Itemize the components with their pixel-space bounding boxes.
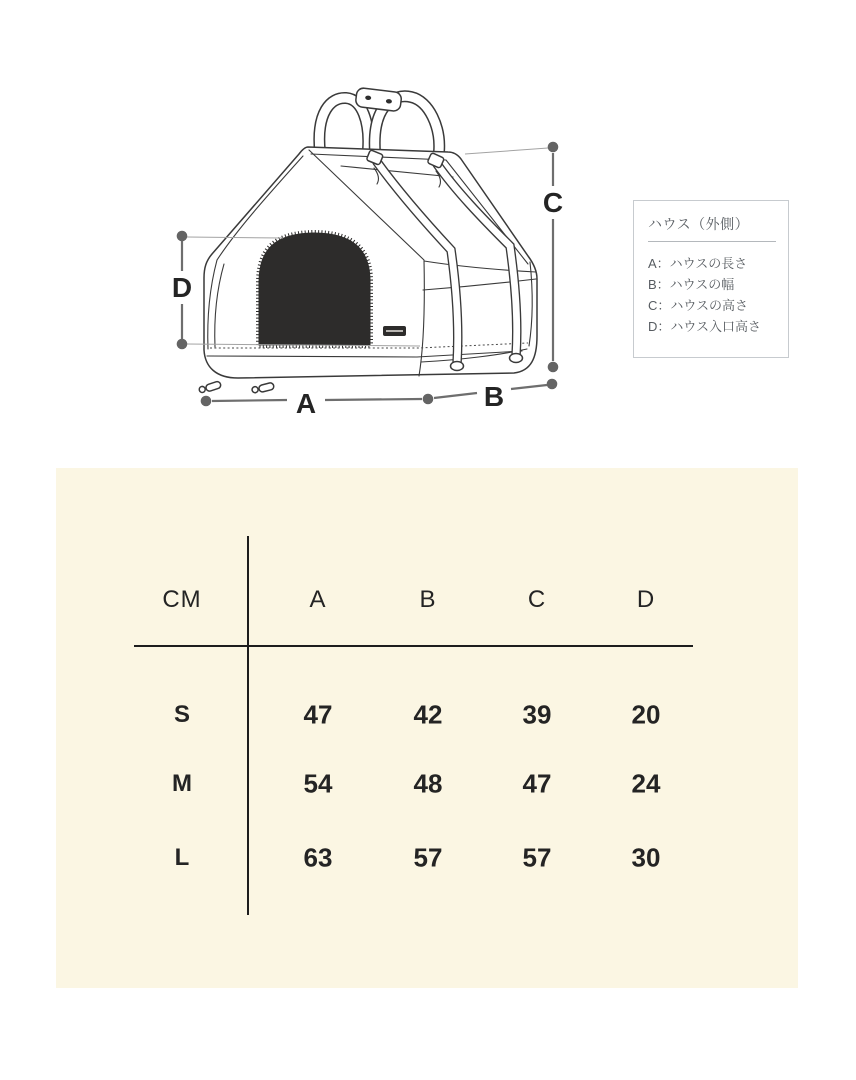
dim-a-dot-left bbox=[201, 396, 212, 407]
carry-handles bbox=[319, 87, 439, 152]
value-l-b: 57 bbox=[413, 842, 443, 873]
dim-a-dot-right bbox=[423, 394, 434, 405]
door bbox=[259, 233, 370, 345]
dimension-label-b: B bbox=[483, 381, 505, 412]
legend-item-c: C：ハウスの高さ bbox=[648, 298, 748, 313]
dimension-a bbox=[201, 388, 434, 419]
table-column-header-d: D bbox=[636, 586, 656, 613]
value-m-b: 48 bbox=[413, 768, 443, 799]
leash-clip-right bbox=[251, 382, 274, 394]
size-table-panel bbox=[56, 468, 798, 988]
value-l-c: 57 bbox=[522, 842, 552, 873]
table-horizontal-rule bbox=[134, 645, 693, 647]
legend-box bbox=[633, 200, 789, 358]
table-vertical-rule bbox=[247, 536, 249, 915]
value-l-a: 63 bbox=[303, 842, 333, 873]
dim-b-dot-right bbox=[547, 379, 558, 390]
table-unit-header: CM bbox=[162, 586, 202, 613]
dim-d-dot-top bbox=[177, 231, 188, 242]
legend-divider bbox=[648, 241, 776, 242]
dimension-b bbox=[434, 379, 557, 412]
value-m-d: 24 bbox=[631, 768, 661, 799]
dim-b-line-left bbox=[434, 393, 477, 398]
value-m-a: 54 bbox=[303, 768, 333, 799]
value-s-a: 47 bbox=[303, 699, 333, 730]
value-s-b: 42 bbox=[413, 699, 443, 730]
dim-c-dot-bottom bbox=[548, 362, 559, 373]
row-label-s: S bbox=[173, 701, 191, 728]
value-s-c: 39 bbox=[522, 699, 552, 730]
table-column-header-b: B bbox=[419, 586, 437, 613]
dimension-label-d: D bbox=[171, 272, 193, 303]
row-label-m: M bbox=[172, 770, 192, 797]
dim-c-dot-top bbox=[548, 142, 559, 153]
dimension-label-c: C bbox=[542, 187, 564, 218]
table-column-header-a: A bbox=[309, 586, 327, 613]
dim-a-line-right bbox=[325, 399, 422, 400]
value-m-c: 47 bbox=[522, 768, 552, 799]
legend-item-d: D：ハウス入口高さ bbox=[648, 319, 761, 334]
strap-left-loop bbox=[451, 362, 464, 371]
dimension-label-a: A bbox=[295, 388, 317, 419]
brand-label-text-bar bbox=[386, 330, 403, 332]
value-l-d: 30 bbox=[631, 842, 661, 873]
legend-item-b: B：ハウスの幅 bbox=[648, 277, 735, 292]
dim-c-ext-top bbox=[465, 148, 548, 154]
dim-d-dot-bottom bbox=[177, 339, 188, 350]
legend-item-a: A：ハウスの長さ bbox=[648, 256, 748, 271]
door-opening bbox=[259, 233, 370, 345]
dim-b-line-right bbox=[511, 385, 547, 389]
legend-title: ハウス（外側） bbox=[648, 216, 750, 232]
table-column-header-c: C bbox=[527, 586, 547, 613]
value-s-d: 20 bbox=[631, 699, 661, 730]
strap-right-loop bbox=[510, 354, 523, 363]
row-label-l: L bbox=[174, 844, 190, 871]
leash-clip-left bbox=[198, 381, 221, 394]
dim-a-line-left bbox=[212, 400, 287, 401]
legend-items bbox=[648, 253, 776, 337]
